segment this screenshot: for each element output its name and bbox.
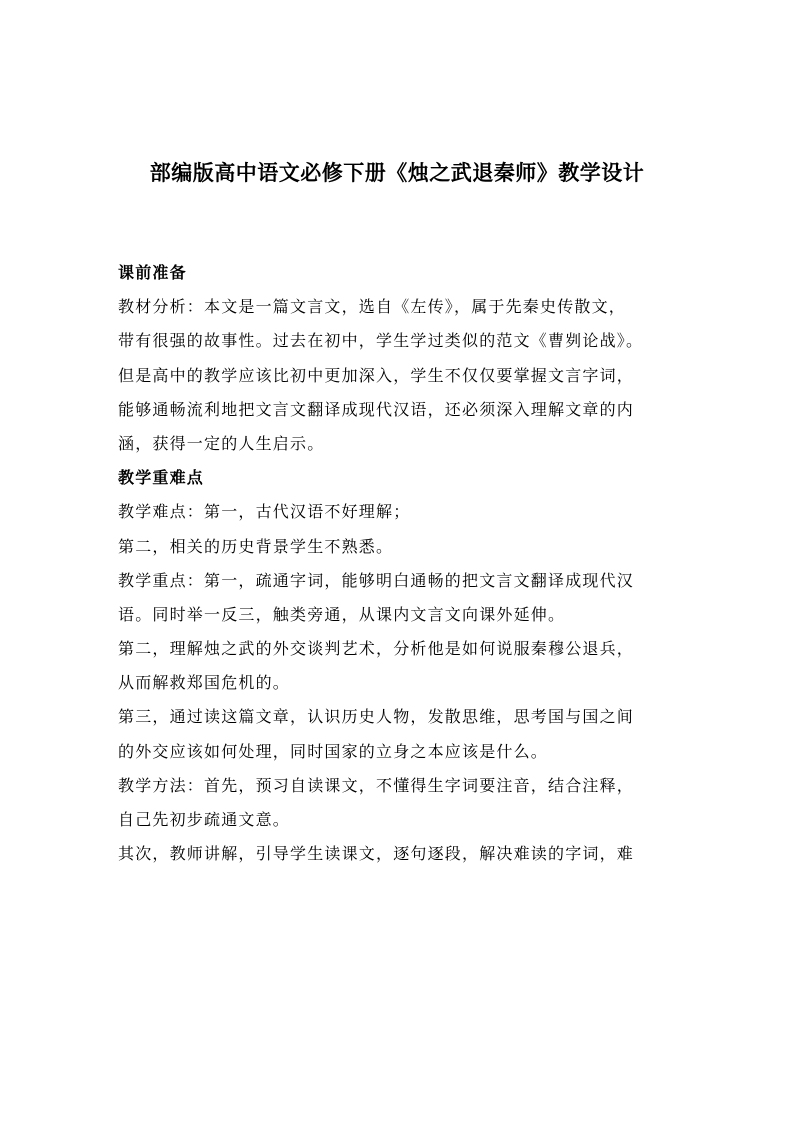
paragraph-line: 但是高中的教学应该比初中更加深入，学生不仅仅要掌握文言字词， (118, 365, 635, 385)
paragraph-line: 能够通畅流利地把文言文翻译成现代汉语，还必须深入理解文章的内 (118, 399, 635, 419)
paragraph-line: 其次，教师讲解，引导学生读课文，逐句逐段，解决难读的字词，难 (118, 844, 635, 864)
document-body (118, 256, 698, 871)
paragraph-line: 第二，相关的历史背景学生不熟悉。 (118, 536, 394, 556)
paragraph-line: 教学重点：第一，疏通字词，能够明白通畅的把文言文翻译成现代汉 (118, 570, 635, 590)
paragraph-line: 的外交应该如何处理，同时国家的立身之本应该是什么。 (118, 741, 549, 761)
section-heading: 教学重难点 (118, 468, 205, 488)
paragraph-line: 第三，通过读这篇文章，认识历史人物，发散思维，思考国与国之间 (118, 707, 635, 727)
document-title: 部编版高中语文必修下册《烛之武退秦师》教学设计 (149, 161, 645, 185)
paragraph-line: 带有很强的故事性。过去在初中，学生学过类似的范文《曹刿论战》。 (118, 331, 644, 351)
paragraph-line: 从而解救郑国危机的。 (118, 673, 291, 693)
paragraph-line: 涵，获得一定的人生启示。 (118, 433, 325, 453)
paragraph-line: 教学难点：第一，古代汉语不好理解； (118, 502, 411, 522)
section-heading: 课前准备 (118, 263, 187, 282)
paragraph-line: 教材分析：本文是一篇文言文，选自《左传》，属于先秦史传散文， (118, 297, 627, 317)
paragraph-line: 语。同时举一反三，触类旁通，从课内文言文向课外延伸。 (118, 604, 566, 624)
paragraph-line: 第二，理解烛之武的外交谈判艺术，分析他是如何说服秦穆公退兵， (118, 639, 635, 659)
paragraph-line: 教学方法：首先，预习自读课文，不懂得生字词要注音，结合注释， (118, 775, 635, 795)
paragraph-line: 自己先初步疏通文意。 (118, 810, 291, 829)
